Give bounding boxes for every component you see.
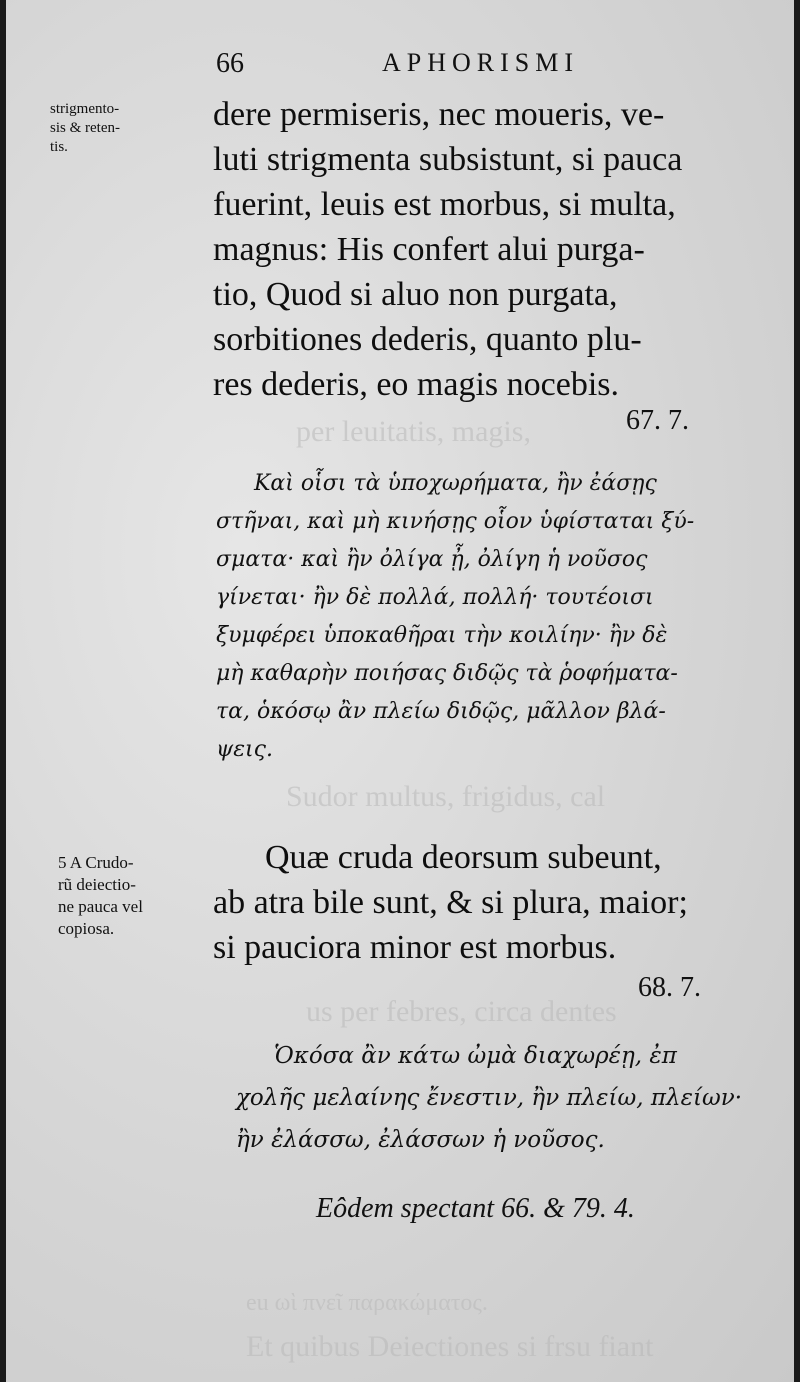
- latin-line: dere permiseris, nec moueris, ve-: [213, 96, 665, 133]
- greek-line: ψεις.: [216, 737, 273, 762]
- greek-line: γίνεται· ἢν δὲ πολλά, πολλή· τουτέοισι: [216, 585, 654, 610]
- page-header: [6, 48, 794, 88]
- latin-line: luti strigmenta subsistunt, si pauca: [213, 141, 683, 178]
- latin-text-67: [213, 92, 682, 407]
- greek-text-68: [216, 1035, 742, 1161]
- bleed-through-text: per leuitatis, magis,: [296, 415, 531, 448]
- latin-line: res dederis, eo magis nocebis.: [213, 366, 619, 403]
- aphorism-reference-68: 68. 7.: [638, 972, 701, 1003]
- latin-line: Quæ cruda deorsum subeunt,: [265, 839, 662, 876]
- bleed-through-text: us per febres, circa dentes: [306, 995, 617, 1028]
- greek-line: μὴ καθαρὴν ποιήσας διδῷς τὰ ῥοφήματα-: [216, 661, 678, 686]
- margin-note-crudorum: 5 A Crudo- rũ deiectio- ne pauca vel copiosa.: [58, 853, 143, 938]
- book-page: [6, 0, 794, 1382]
- greek-line: στῆναι, καὶ μὴ κινήσῃς οἷον ὑφίσταται ξύ-: [216, 509, 695, 534]
- bleed-through-text: eu ωὶ πνεῖ παρακώματος.: [246, 1290, 488, 1316]
- cross-reference: Eôdem spectant 66. & 79. 4.: [316, 1193, 635, 1224]
- latin-line: magnus: His confert alui purga-: [213, 231, 645, 268]
- latin-text-68: [213, 835, 688, 970]
- margin-note-strigmenta: strigmento- sis & reten- tis.: [50, 101, 120, 155]
- greek-line: σματα· καὶ ἢν ὀλίγα ᾖ, ὀλίγη ἡ νοῦσος: [216, 547, 648, 572]
- greek-line: Ὁκόσα ἂν κάτω ὠμὰ διαχωρέῃ, ἐπ: [274, 1043, 677, 1069]
- bleed-through-text: Et quibus Deiectiones si frsu fiant: [246, 1330, 654, 1363]
- greek-text-67: [216, 465, 694, 769]
- greek-line: ἢν ἐλάσσω, ἐλάσσων ἡ νοῦσος.: [236, 1127, 605, 1153]
- page-number: 66: [216, 48, 244, 79]
- latin-line: si pauciora minor est morbus.: [213, 929, 617, 966]
- latin-line: ab atra bile sunt, & si plura, maior;: [213, 884, 688, 921]
- greek-line: ξυμφέρει ὑποκαθῆραι τὴν κοιλίην· ἢν δὲ: [216, 623, 668, 648]
- bleed-through-text: Sudor multus, frigidus, cal: [286, 780, 606, 813]
- greek-line: τα, ὁκόσῳ ἂν πλείω διδῷς, μᾶλλον βλά-: [216, 699, 666, 724]
- aphorism-reference-67: 67. 7.: [626, 405, 689, 436]
- greek-line: Καὶ οἷσι τὰ ὑποχωρήματα, ἢν ἐάσῃς: [254, 471, 657, 496]
- latin-line: sorbitiones dederis, quanto plu-: [213, 321, 642, 358]
- latin-line: fuerint, leuis est morbus, si multa,: [213, 186, 676, 223]
- running-head: APHORISMI: [382, 48, 580, 77]
- greek-line: χολῆς μελαίνης ἔνεστιν, ἢν πλείω, πλείων·: [236, 1085, 743, 1111]
- latin-line: tio, Quod si aluo non purgata,: [213, 276, 618, 313]
